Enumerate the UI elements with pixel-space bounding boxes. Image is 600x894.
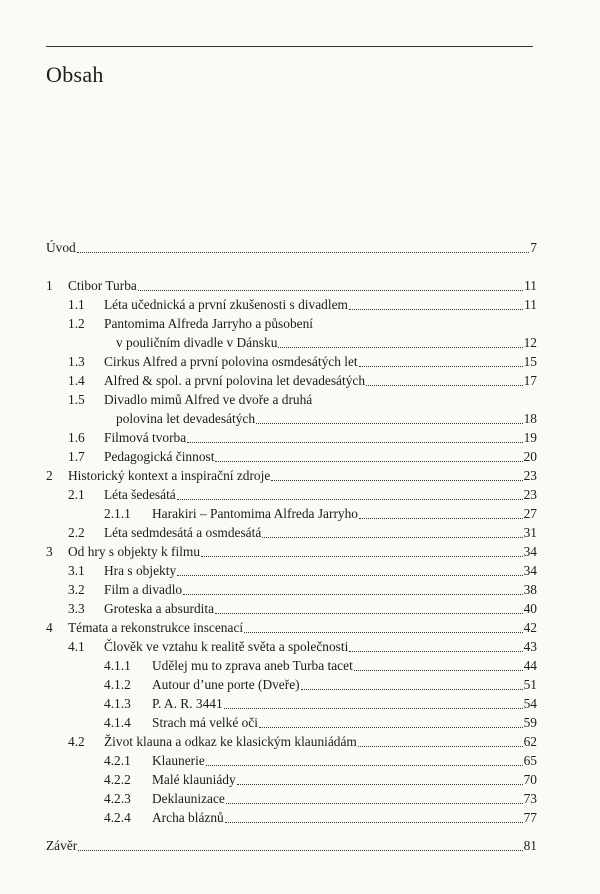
toc-entry-number: 1.2 bbox=[68, 316, 85, 331]
dot-leader bbox=[187, 442, 522, 443]
toc-entry[interactable] bbox=[46, 371, 537, 390]
toc-entry[interactable] bbox=[46, 295, 537, 314]
toc-entry-title: Udělej mu to zprava aneb Turba tacet bbox=[152, 658, 353, 673]
toc-entry-number: 4.2.4 bbox=[104, 810, 131, 825]
toc-entry-title: Léta šedesátá bbox=[104, 487, 176, 502]
toc-entry-number: 3.1 bbox=[68, 563, 85, 578]
toc-entry-number: 4.2 bbox=[68, 734, 85, 749]
dot-leader bbox=[262, 537, 522, 538]
toc-entry-page: 81 bbox=[523, 838, 537, 853]
toc-entry-number: 4.1.4 bbox=[104, 715, 131, 730]
toc-entry[interactable] bbox=[46, 276, 537, 295]
toc-entry-number: 2.1 bbox=[68, 487, 85, 502]
dot-leader bbox=[215, 613, 523, 614]
dot-leader bbox=[183, 594, 523, 595]
toc-entry[interactable] bbox=[46, 732, 537, 751]
toc-entry-title: Strach má velké oči bbox=[152, 715, 258, 730]
dot-leader bbox=[259, 727, 523, 728]
toc-entry-title: Filmová tvorba bbox=[104, 430, 187, 445]
toc-entry-page: 51 bbox=[523, 677, 537, 692]
dot-leader bbox=[256, 423, 523, 424]
dot-leader bbox=[215, 461, 522, 462]
toc-entry-title: v pouličním divadle v Dánsku bbox=[116, 335, 278, 350]
toc-entry-page: 43 bbox=[523, 639, 537, 654]
toc-entry[interactable] bbox=[46, 618, 537, 637]
dot-leader bbox=[177, 499, 523, 500]
dot-leader bbox=[354, 670, 523, 671]
toc-entry-page: 17 bbox=[523, 373, 537, 388]
toc-entry-page: 73 bbox=[523, 791, 537, 806]
toc-entry-title: polovina let devadesátých bbox=[116, 411, 256, 426]
toc-entry-title: Archa bláznů bbox=[152, 810, 224, 825]
toc-entry-title: Klaunerie bbox=[152, 753, 205, 768]
toc-entry[interactable] bbox=[46, 504, 537, 523]
toc-entry-page: 42 bbox=[523, 620, 537, 635]
toc-entry-title: Harakiri – Pantomima Alfreda Jarryho bbox=[152, 506, 359, 521]
toc-entry-page: 34 bbox=[523, 544, 537, 559]
dot-leader bbox=[224, 708, 523, 709]
page-title: Obsah bbox=[46, 62, 104, 87]
toc-entry-title: Závěr bbox=[46, 838, 78, 853]
toc-entry-page: 44 bbox=[523, 658, 537, 673]
toc-entry-number: 4.1 bbox=[68, 639, 85, 654]
toc-entry-title: Deklaunizace bbox=[152, 791, 225, 806]
toc-entry[interactable] bbox=[46, 599, 537, 618]
toc-entry-title: Ctibor Turba bbox=[68, 278, 137, 293]
toc-entry-number: 1.7 bbox=[68, 449, 85, 464]
toc-entry-page: 70 bbox=[523, 772, 537, 787]
toc-entry[interactable] bbox=[46, 523, 537, 542]
toc-entry-number: 2 bbox=[46, 468, 53, 483]
toc-entry-page: 54 bbox=[523, 696, 537, 711]
toc-entry[interactable] bbox=[46, 694, 537, 713]
toc-entry-title: Autour d’une porte (Dveře) bbox=[152, 677, 300, 692]
toc-entry[interactable] bbox=[46, 808, 537, 827]
toc-entry-number: 4.2.3 bbox=[104, 791, 131, 806]
toc-entry-title: Pedagogická činnost bbox=[104, 449, 215, 464]
toc-entry-title: Historický kontext a inspirační zdroje bbox=[68, 468, 271, 483]
toc-entry[interactable] bbox=[46, 428, 537, 447]
toc-entry-title: Alfred & spol. a první polovina let devadesátých bbox=[104, 373, 366, 388]
toc-entry[interactable] bbox=[46, 656, 537, 675]
toc-entry[interactable] bbox=[46, 836, 537, 855]
toc-entry-page: 62 bbox=[523, 734, 537, 749]
toc-entry-page: 18 bbox=[523, 411, 537, 426]
toc-entry-number: 1.3 bbox=[68, 354, 85, 369]
dot-leader bbox=[201, 556, 523, 557]
toc-entry-title: Život klauna a odkaz ke klasickým klauniádám bbox=[104, 734, 357, 749]
toc-entry[interactable] bbox=[46, 580, 537, 599]
toc-entry[interactable] bbox=[46, 789, 537, 808]
toc-entry-page: 38 bbox=[523, 582, 537, 597]
dot-leader bbox=[359, 366, 523, 367]
toc-entry-number: 4.1.2 bbox=[104, 677, 131, 692]
toc-entry-title-line: Pantomima Alfreda Jarryho a působení bbox=[104, 316, 313, 331]
toc-entry-page: 7 bbox=[530, 240, 537, 255]
toc-entry-page: 31 bbox=[523, 525, 537, 540]
toc-entry-number: 4.2.1 bbox=[104, 753, 131, 768]
toc-entry-page: 11 bbox=[524, 278, 537, 293]
toc-entry-title: Film a divadlo bbox=[104, 582, 183, 597]
toc-entry-page: 65 bbox=[523, 753, 537, 768]
toc-entry-page: 40 bbox=[523, 601, 537, 616]
toc-entry-number: 3.3 bbox=[68, 601, 85, 616]
dot-leader bbox=[366, 385, 523, 386]
toc-entry-number: 2.2 bbox=[68, 525, 85, 540]
toc-entry[interactable] bbox=[46, 713, 537, 732]
toc-entry[interactable] bbox=[46, 561, 537, 580]
toc-entry-number: 4.2.2 bbox=[104, 772, 131, 787]
toc-entry-number: 1 bbox=[46, 278, 53, 293]
dot-leader bbox=[301, 689, 523, 690]
toc-entry[interactable] bbox=[46, 542, 537, 561]
dot-leader bbox=[349, 309, 523, 310]
toc-entry-title: Malé klauniády bbox=[152, 772, 236, 787]
toc-entry-page: 11 bbox=[524, 297, 537, 312]
toc-entry[interactable] bbox=[46, 352, 537, 371]
dot-leader bbox=[349, 651, 522, 652]
toc-entry[interactable] bbox=[46, 637, 537, 656]
toc-entry-page: 59 bbox=[523, 715, 537, 730]
toc-entry-title: Groteska a absurdita bbox=[104, 601, 215, 616]
toc-entry-page: 12 bbox=[523, 335, 537, 350]
toc-entry-title: Hra s objekty bbox=[104, 563, 177, 578]
toc-entry-title-line: Divadlo mimů Alfred ve dvoře a druhá bbox=[104, 392, 313, 407]
toc-entry-number: 3 bbox=[46, 544, 53, 559]
toc-entry-number: 4 bbox=[46, 620, 53, 635]
toc-entry-title: Témata a rekonstrukce inscenací bbox=[68, 620, 244, 635]
toc-entry[interactable] bbox=[46, 675, 537, 694]
dot-leader bbox=[278, 347, 522, 348]
toc-entry[interactable] bbox=[46, 751, 537, 770]
toc-entry-title: Člověk ve vztahu k realitě světa a společnosti bbox=[104, 639, 349, 654]
dot-leader bbox=[225, 822, 523, 823]
dot-leader bbox=[177, 575, 522, 576]
dot-leader bbox=[138, 290, 523, 291]
toc-entry-number: 3.2 bbox=[68, 582, 85, 597]
toc-entry-title: Léta sedmdesátá a osmdesátá bbox=[104, 525, 262, 540]
toc-entry-title: P. A. R. 3441 bbox=[152, 696, 223, 711]
dot-leader bbox=[358, 746, 523, 747]
toc-entry-number: 1.6 bbox=[68, 430, 85, 445]
toc-entry-title: Cirkus Alfred a první polovina osmdesátých let bbox=[104, 354, 358, 369]
toc-entry-page: 23 bbox=[523, 468, 537, 483]
toc-entry-number: 2.1.1 bbox=[104, 506, 131, 521]
toc-entry-number: 1.5 bbox=[68, 392, 85, 407]
dot-leader bbox=[271, 480, 522, 481]
toc-entry[interactable] bbox=[46, 466, 537, 485]
toc-entry[interactable] bbox=[46, 314, 537, 352]
dot-leader bbox=[237, 784, 523, 785]
toc-entry-title: Léta učednická a první zkušenosti s divadlem bbox=[104, 297, 348, 312]
toc-entry-number: 1.1 bbox=[68, 297, 85, 312]
toc-entry-number: 4.1.3 bbox=[104, 696, 131, 711]
dot-leader bbox=[244, 632, 523, 633]
header-rule bbox=[46, 46, 533, 47]
toc-entry-page: 15 bbox=[523, 354, 537, 369]
toc-entry[interactable] bbox=[46, 447, 537, 466]
toc-entry[interactable] bbox=[46, 485, 537, 504]
dot-leader bbox=[206, 765, 523, 766]
toc-entry-page: 34 bbox=[523, 563, 537, 578]
toc-entry-page: 27 bbox=[523, 506, 537, 521]
toc-entry-number: 4.1.1 bbox=[104, 658, 131, 673]
dot-leader bbox=[78, 850, 522, 851]
dot-leader bbox=[226, 803, 523, 804]
dot-leader bbox=[359, 518, 523, 519]
toc-entry-page: 20 bbox=[523, 449, 537, 464]
toc-entry-page: 23 bbox=[523, 487, 537, 502]
toc-entry[interactable] bbox=[46, 390, 537, 428]
toc-entry[interactable] bbox=[46, 238, 537, 257]
toc-entry[interactable] bbox=[46, 770, 537, 789]
toc-entry-title: Úvod bbox=[46, 240, 76, 255]
toc-entry-number: 1.4 bbox=[68, 373, 85, 388]
dot-leader bbox=[77, 252, 530, 253]
toc-entry-title: Od hry s objekty k filmu bbox=[68, 544, 201, 559]
toc-entry-page: 19 bbox=[523, 430, 537, 445]
toc-entry-page: 77 bbox=[523, 810, 537, 825]
